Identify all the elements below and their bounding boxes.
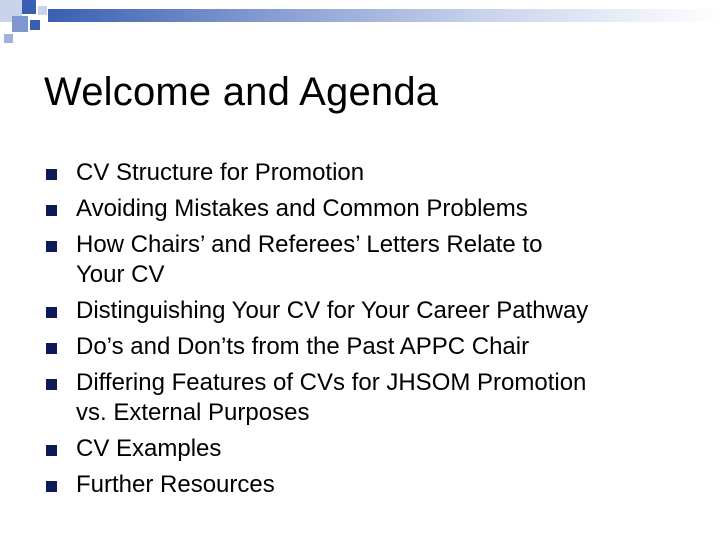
header-gradient-bar [48, 9, 720, 22]
square-bullet-icon [46, 307, 57, 318]
agenda-list [44, 158, 704, 506]
agenda-item-text: Your CV [76, 261, 165, 288]
square-bullet-icon [46, 445, 57, 456]
square-bullet-icon [46, 169, 57, 180]
agenda-item [44, 296, 704, 326]
square-bullet-icon [46, 343, 57, 354]
agenda-item [44, 434, 704, 464]
agenda-item-text: Differing Features of CVs for JHSOM Promotion [76, 369, 587, 396]
agenda-item [44, 368, 704, 428]
square-bullet-icon [46, 241, 57, 252]
decor-square [12, 16, 28, 32]
slide-title: Welcome and Agenda [44, 70, 439, 114]
agenda-item-text: Distinguishing Your CV for Your Career Pathway [76, 297, 589, 324]
agenda-item-text: Further Resources [76, 471, 275, 498]
agenda-item-text: How Chairs’ and Referees’ Letters Relate to [76, 231, 543, 258]
agenda-item [44, 230, 704, 290]
square-bullet-icon [46, 379, 57, 390]
agenda-item [44, 194, 704, 224]
corner-decoration [0, 0, 720, 60]
agenda-item [44, 470, 704, 500]
agenda-item-text: CV Structure for Promotion [76, 159, 365, 186]
agenda-item-text: Do’s and Don’ts from the Past APPC Chair [76, 333, 530, 360]
decor-square [38, 6, 47, 15]
square-bullet-icon [46, 481, 57, 492]
agenda-item [44, 332, 704, 362]
agenda-item-text: CV Examples [76, 435, 222, 462]
decor-square [30, 20, 40, 30]
decor-square [22, 0, 36, 14]
agenda-item-text: Avoiding Mistakes and Common Problems [76, 195, 528, 222]
agenda-item [44, 158, 704, 188]
agenda-item-text: vs. External Purposes [76, 399, 310, 426]
decor-square [4, 34, 13, 43]
square-bullet-icon [46, 205, 57, 216]
